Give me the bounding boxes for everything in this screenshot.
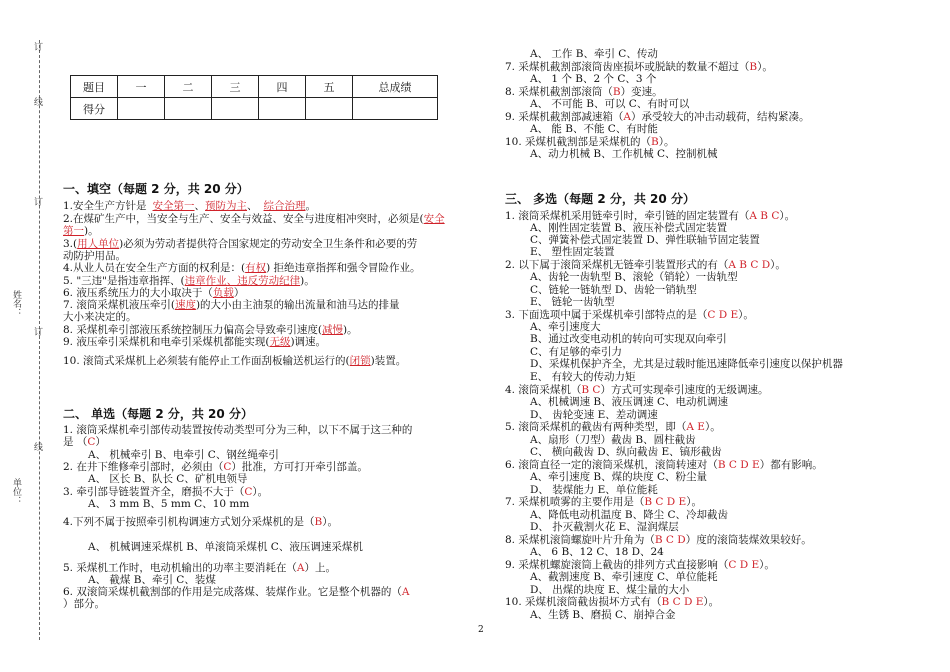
question: 1. 滚筒采煤机牵引部传动装置按传动类型可分为三种，以下不属于这三种的 bbox=[63, 424, 413, 436]
options: C、 横向截齿 D、纵向截齿 E、镐形截齿 bbox=[530, 446, 722, 458]
options: E、 塑性固定装置 bbox=[530, 246, 615, 258]
question: 3.(用人单位)必须为劳动者提供符合国家规定的劳动安全卫生条件和必要的劳 bbox=[63, 238, 418, 250]
options: A、降低电动机温度 B、降尘 C、冷却截齿 bbox=[530, 509, 729, 521]
table-cell: 三 bbox=[212, 76, 259, 98]
question: 6. 液压系统压力的大小取决于（负载） bbox=[63, 287, 245, 299]
table-row bbox=[71, 76, 438, 98]
question: 3. 牵引部导链装置齐全，磨损不大于（C）。 bbox=[63, 486, 269, 498]
question: 10. 滚筒式采煤机上必须装有能停止工作面刮板输送机运行的(闭锁)装置。 bbox=[63, 355, 407, 367]
table-cell: 题目 bbox=[71, 76, 118, 98]
question: 2. 在井下维修牵引部时，必须由（C）批准，方可打开牵引部盖。 bbox=[63, 461, 368, 473]
table-cell: 二 bbox=[165, 76, 212, 98]
table-cell: 四 bbox=[259, 76, 306, 98]
options: C、链轮一链轨型 D、齿轮一销轨型 bbox=[530, 284, 697, 296]
options: D、 齿轮变速 E、差动调速 bbox=[530, 409, 658, 421]
options: A、 截煤 B、牵引 C、装煤 bbox=[88, 574, 216, 586]
question: 4. 滚筒采煤机（B C）方式可实现牵引速度的无级调速。 bbox=[505, 384, 769, 396]
binding-char: 订 bbox=[34, 43, 44, 53]
question: 7. 滚筒采煤机液压牵引(速度)的大小由主油泵的输出流量和油马达的排量 bbox=[63, 299, 400, 311]
question: 7. 采煤机喷雾的主要作用是（B C D E）。 bbox=[505, 496, 702, 508]
section-title: 三、 多选（每题 2 分，共 20 分） bbox=[505, 192, 695, 206]
options: D、 出煤的块度 E、煤尘量的大小 bbox=[530, 584, 690, 596]
question: 1. 滚筒采煤机采用链牵引时，牵引链的固定装置有（A B C）。 bbox=[505, 210, 796, 222]
section-title: 二、 单选（每题 2 分，共 20 分） bbox=[63, 407, 253, 421]
question: 4.下列不属于按照牵引机构调速方式划分采煤机的是（B）。 bbox=[63, 516, 338, 528]
options: A、刚性固定装置 B、液压补偿式固定装置 bbox=[530, 222, 728, 234]
question: 1.安全生产方针是 安全第一、预防为主、 综合治理。 bbox=[63, 200, 317, 212]
options: A、 能 B、不能 C、有时能 bbox=[530, 123, 658, 135]
question: 6. 双滚筒采煤机截割部的作用是完成落煤、装煤作业。它是整个机器的（A bbox=[63, 586, 410, 598]
options: A、 3 mm B、5 mm C、10 mm bbox=[88, 498, 250, 510]
options: E、 链轮一齿轨型 bbox=[530, 296, 615, 308]
options: A、牵引速度 B、煤的块度 C、粉尘量 bbox=[530, 471, 708, 483]
table-cell bbox=[165, 98, 212, 120]
question: 4.从业人员在安全生产方面的权利是：(有权) 拒绝违章指挥和强令冒险作业。 bbox=[63, 262, 421, 274]
question: 10. 采煤机滚筒截齿损坏方式有（B C D E）。 bbox=[505, 596, 720, 608]
options: A、齿轮一齿轨型 B、滚轮（销轮）一齿轨型 bbox=[530, 271, 738, 283]
table-row bbox=[71, 98, 438, 120]
question: 大小来决定的。 bbox=[63, 311, 137, 323]
question: 8. 采煤机滚筒螺旋叶片升角为（B C D）度的滚筒装煤效果较好。 bbox=[505, 534, 812, 546]
options: C、有足够的牵引力 bbox=[530, 346, 623, 358]
table-cell bbox=[259, 98, 306, 120]
options: B、通过改变电动机的转向可实现双向牵引 bbox=[530, 333, 727, 345]
options: A、生锈 B、磨损 C、崩掉合金 bbox=[530, 609, 676, 621]
options: A、 区长 B、队长 C、矿机电领导 bbox=[88, 473, 248, 485]
question: 2.在煤矿生产中，当安全与生产、安全与效益、安全与进度相冲突时，必须是(安全 bbox=[63, 213, 445, 225]
options: A、动力机械 B、工作机械 C、控制机械 bbox=[530, 148, 718, 160]
options: A、扇形（刀型）截齿 B、圆柱截齿 bbox=[530, 434, 696, 446]
question: 5. "三违"是指违章指挥、(违章作业、违反劳动纪律)。 bbox=[63, 275, 315, 287]
options: A、 工作 B、牵引 C、传动 bbox=[530, 48, 658, 60]
question: 9. 采煤机截割部减速箱（A）承受较大的冲击动载荷，结构紧凑。 bbox=[505, 111, 810, 123]
options: D、采煤机保护齐全，尤其是过载时能迅速降低牵引速度以保护机器 bbox=[530, 358, 843, 370]
question: 9. 采煤机螺旋滚筒上截齿的排列方式直接影响（C D E）。 bbox=[505, 559, 775, 571]
table-cell: 总成绩 bbox=[353, 76, 438, 98]
options: A、 6 B、12 C、18 D、24 bbox=[530, 546, 664, 558]
question: 8. 采煤机牵引部液压系统控制压力偏高会导致牵引速度(减慢)。 bbox=[63, 324, 358, 336]
binding-char: 线 bbox=[34, 98, 44, 108]
question: 3. 下面选项中属于采煤机牵引部特点的是（C D E）。 bbox=[505, 309, 754, 321]
score-table bbox=[70, 75, 438, 120]
options: C、弹簧补偿式固定装置 D、弹性联轴节固定装置 bbox=[530, 234, 760, 246]
options: A、 机械牵引 B、电牵引 C、钢丝绳牵引 bbox=[88, 449, 279, 461]
section-title: 一、填空（每题 2 分，共 20 分） bbox=[63, 182, 249, 196]
options: A、 机械调速采煤机 B、单滚筒采煤机 C、液压调速采煤机 bbox=[88, 541, 363, 553]
table-cell bbox=[306, 98, 353, 120]
table-cell bbox=[353, 98, 438, 120]
options: A、 不可能 B、可以 C、有时可以 bbox=[530, 98, 690, 110]
page-number: 2 bbox=[478, 625, 484, 635]
question: 7. 采煤机截割部滚筒齿座损坏或脱缺的数量不超过（B）。 bbox=[505, 61, 773, 73]
binding-char: 订 bbox=[34, 328, 44, 338]
binding-char: 订 bbox=[34, 198, 44, 208]
name-label: 姓名： bbox=[11, 290, 21, 317]
options: A、机械调速 B、液压调速 C、电动机调速 bbox=[530, 396, 729, 408]
question: 是 （C） bbox=[63, 436, 106, 448]
question: 8. 采煤机截割部滚筒（B）变速。 bbox=[505, 86, 663, 98]
binding-line bbox=[39, 40, 40, 640]
table-cell: 一 bbox=[118, 76, 165, 98]
question: 10. 采煤机截割部是采煤机的（B）。 bbox=[505, 136, 675, 148]
table-cell: 得分 bbox=[71, 98, 118, 120]
options: A、截割速度 B、牵引速度 C、单位能耗 bbox=[530, 571, 718, 583]
question: 5. 采煤机工作时，电动机输出的功率主要消耗在（A）上。 bbox=[63, 562, 336, 574]
table-cell bbox=[118, 98, 165, 120]
question: 5. 滚筒采煤机的截齿有两种类型，即（A E）。 bbox=[505, 421, 721, 433]
options: E、 有较大的传动力矩 bbox=[530, 371, 636, 383]
question: 动防护用品。 bbox=[63, 250, 126, 262]
question: 6. 滚筒直径一定的滚筒采煤机，滚筒转速对（B C D E）都有影响。 bbox=[505, 459, 823, 471]
question: ）部分。 bbox=[63, 598, 105, 610]
binding-char: 线 bbox=[34, 443, 44, 453]
options: A、牵引速度大 bbox=[530, 321, 601, 333]
unit-label: 单位： bbox=[11, 478, 21, 505]
table-cell bbox=[212, 98, 259, 120]
question: 第一)。 bbox=[63, 225, 99, 237]
question: 9. 液压牵引采煤机和电牵引采煤机都能实现(无级)调速。 bbox=[63, 336, 327, 348]
table-cell: 五 bbox=[306, 76, 353, 98]
options: D、 扑灭截割火花 E、湿润煤层 bbox=[530, 521, 679, 533]
options: A、 1 个 B、2 个 C、3 个 bbox=[530, 73, 657, 85]
question: 2. 以下属于滚筒采煤机无链牵引装置形式的有（A B C D）。 bbox=[505, 259, 786, 271]
options: D、 装煤能力 E、单位能耗 bbox=[530, 484, 658, 496]
